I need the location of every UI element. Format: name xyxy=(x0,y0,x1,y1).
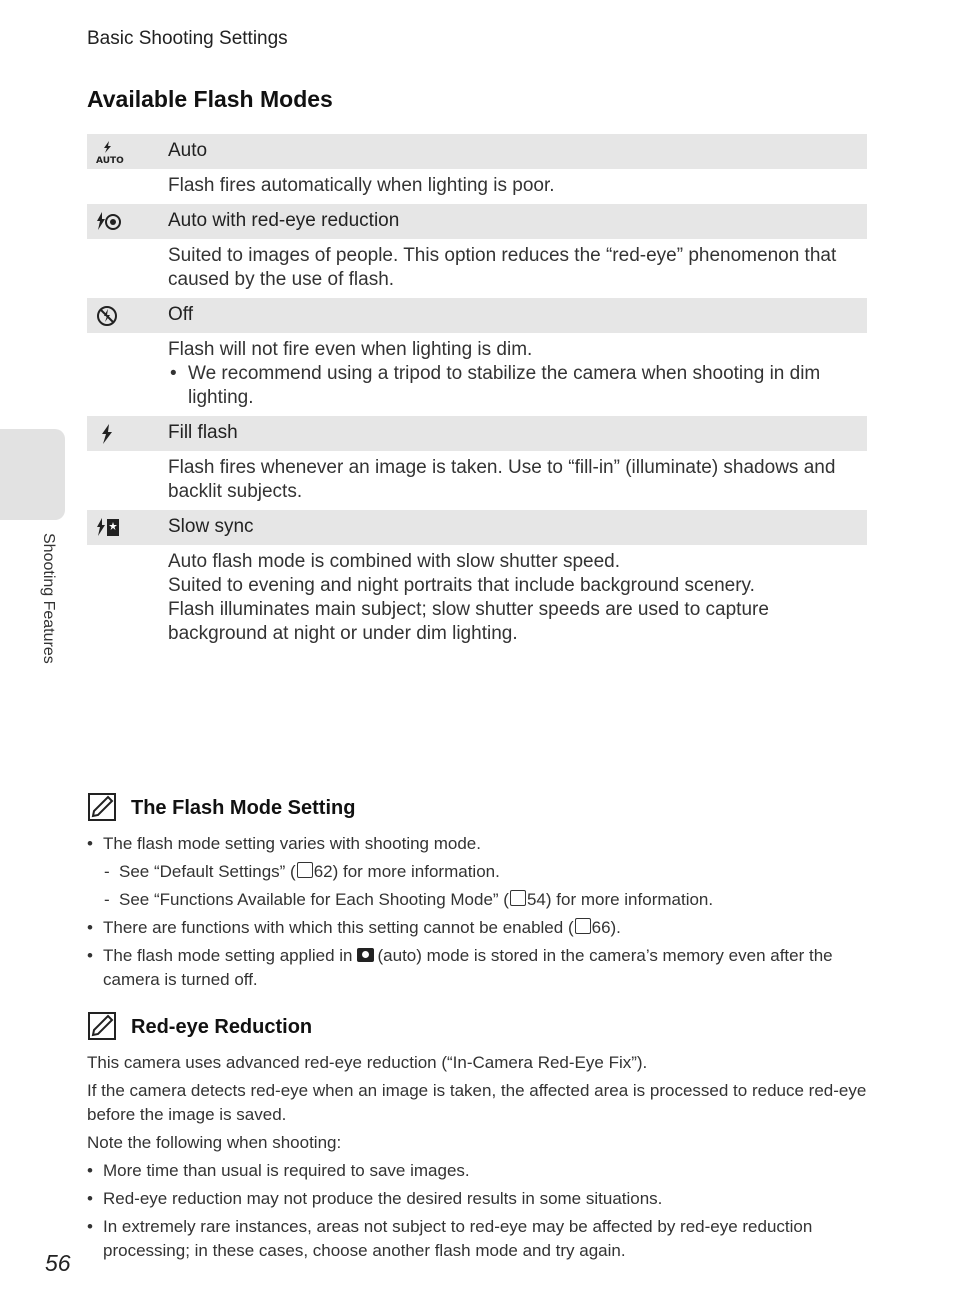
fill-flash-icon xyxy=(95,422,121,446)
note-title: The Flash Mode Setting xyxy=(131,797,356,819)
mode-name: Auto xyxy=(168,140,208,161)
text: See “Default Settings” ( xyxy=(119,862,296,881)
description-line: Suited to evening and night portraits that include background scenery. xyxy=(168,575,755,596)
side-tab-label: Shooting Features xyxy=(40,533,57,664)
list-item: • In extremely rare instances, areas not subject to red-eye may be affected by red-eye reduction processing; in these cases, choose another flash mode and try again. xyxy=(87,1215,867,1263)
flash-red-eye-icon xyxy=(95,210,121,234)
description-bullet: • We recommend using a tripod to stabilize the camera when shooting in dim lighting. xyxy=(168,362,847,410)
mode-name: Fill flash xyxy=(168,422,238,443)
mode-row-off xyxy=(87,298,867,333)
mode-row-fill-flash xyxy=(87,416,867,451)
page-number: 56 xyxy=(45,1250,71,1276)
flash-modes-table xyxy=(87,134,867,652)
description-line: Flash illuminates main subject; slow shutter speeds are used to capture background at night or under dim lighting. xyxy=(168,599,769,644)
list-item: • More time than usual is required to save images. xyxy=(87,1159,867,1183)
text: The flash mode setting applied in xyxy=(103,946,353,965)
mode-name: Off xyxy=(168,304,193,325)
flash-auto-icon xyxy=(95,140,124,166)
page-ref-icon xyxy=(575,918,591,934)
mode-description xyxy=(87,451,867,510)
flash-off-icon xyxy=(95,304,121,328)
text: (auto) mode is stored in the camera’s memory even after the camera is turned off. xyxy=(103,946,833,989)
camera-icon xyxy=(357,948,374,962)
side-tab xyxy=(0,429,65,520)
svg-text:AUTO: AUTO xyxy=(96,156,124,166)
mode-row-auto xyxy=(87,134,867,169)
mode-row-red-eye xyxy=(87,204,867,239)
note-list xyxy=(87,832,867,996)
page-title: Available Flash Modes xyxy=(87,86,333,112)
mode-description xyxy=(87,169,867,204)
paragraph: If the camera detects red-eye when an image is taken, the affected area is processed to reduce red-eye before the image is saved. xyxy=(87,1081,867,1124)
page-ref-icon xyxy=(297,862,313,878)
list-subitem xyxy=(87,860,867,884)
text: 62) for more information. xyxy=(313,862,500,881)
text: 54) for more information. xyxy=(526,890,714,909)
paragraph: Note the following when shooting: xyxy=(87,1133,342,1152)
description-line: Flash fires automatically when lighting is poor. xyxy=(168,175,555,196)
description-line: Flash fires whenever an image is taken. Use to “fill-in” (illuminate) shadows and backlit subjects. xyxy=(168,457,836,502)
mode-name: Auto with red-eye reduction xyxy=(168,210,400,231)
section-header: Basic Shooting Settings xyxy=(87,28,288,49)
slow-sync-icon xyxy=(95,516,121,540)
text: 66). xyxy=(591,918,621,937)
description-line: Flash will not fire even when lighting is dim. xyxy=(168,339,533,360)
mode-row-slow-sync xyxy=(87,510,867,545)
text: There are functions with which this setting cannot be enabled ( xyxy=(103,918,574,937)
list-item xyxy=(87,916,867,940)
mode-description xyxy=(87,545,867,652)
description-line: Suited to images of people. This option reduces the “red-eye” phenomenon that caused by the use of flash. xyxy=(168,245,837,290)
paragraph: This camera uses advanced red-eye reduction (“In-Camera Red-Eye Fix”). xyxy=(87,1053,648,1072)
description-line: Auto flash mode is combined with slow shutter speed. xyxy=(168,551,621,572)
mode-name: Slow sync xyxy=(168,516,254,537)
list-subitem xyxy=(87,888,867,912)
mode-description xyxy=(87,333,867,416)
note-pencil-icon xyxy=(88,1012,116,1040)
note-title: Red-eye Reduction xyxy=(131,1016,313,1038)
note-pencil-icon xyxy=(88,793,116,821)
list-item: • Red-eye reduction may not produce the desired results in some situations. xyxy=(87,1187,867,1211)
text: See “Functions Available for Each Shooting Mode” ( xyxy=(119,890,509,909)
page-ref-icon xyxy=(510,890,526,906)
note-list xyxy=(87,1159,867,1267)
mode-description xyxy=(87,239,867,298)
list-item: • The flash mode setting varies with shooting mode. xyxy=(87,832,867,856)
list-item xyxy=(87,944,867,992)
